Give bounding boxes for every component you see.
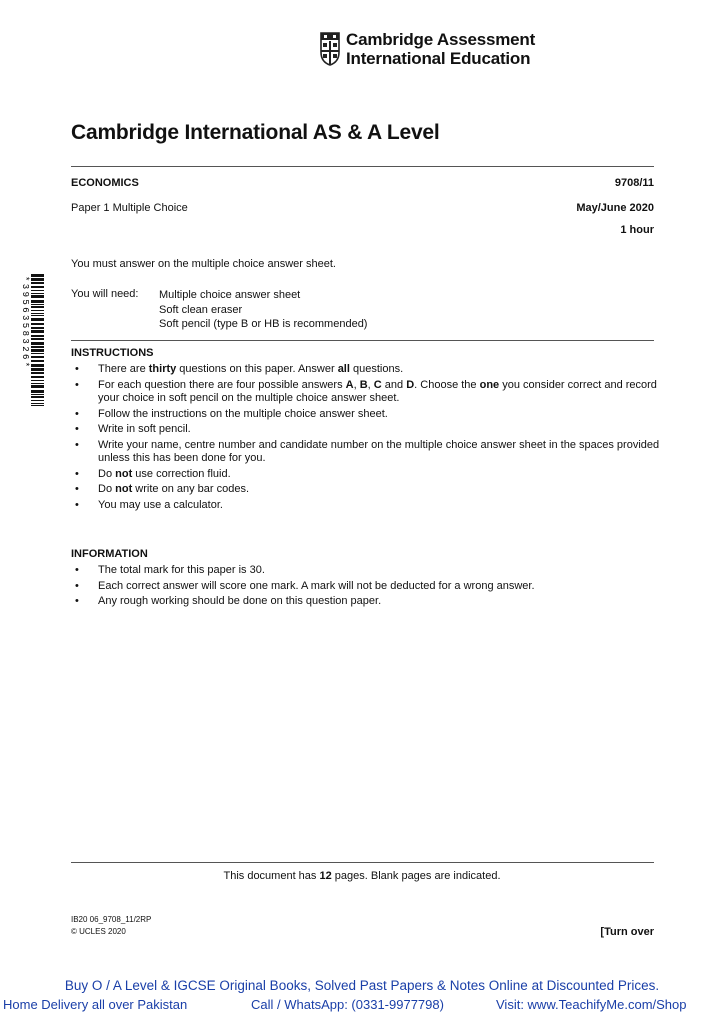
copyright-notice: © UCLES 2020 [71, 927, 126, 936]
materials-item: Multiple choice answer sheet [159, 289, 301, 301]
barcode-bar [31, 295, 44, 298]
information-item [71, 595, 661, 609]
page-count-number: 12 [319, 870, 332, 882]
barcode-bar [31, 360, 44, 362]
barcode-bar [31, 400, 44, 401]
instruction-item [71, 499, 661, 513]
instruction-text: Follow the instructions on the multiple choice answer sheet. [98, 407, 388, 420]
information-item [71, 580, 661, 594]
barcode-bar [31, 335, 44, 337]
barcode-bar [31, 278, 44, 281]
materials-item: Soft pencil (type B or HB is recommended) [159, 318, 368, 330]
promo-line-1: Buy O / A Level & IGCSE Original Books, Solved Past Papers & Notes Online at Discounted Prices. [64, 978, 660, 993]
instruction-text: all [337, 363, 350, 375]
candidate-barcode [21, 272, 45, 412]
materials-list [159, 288, 367, 332]
barcode-bar [31, 338, 44, 340]
instruction-item [71, 363, 661, 377]
page-title: Cambridge International AS & A Level [71, 121, 440, 144]
reference-code: IB20 06_9708_11/2RP [71, 915, 152, 924]
title-divider [71, 166, 654, 167]
page-count-note [0, 870, 724, 882]
instruction-item [71, 483, 661, 497]
barcode-graphic [21, 272, 45, 412]
information-item [71, 564, 661, 578]
instruction-text: A [345, 378, 354, 391]
barcode-bar [31, 372, 44, 374]
barcode-bar [31, 376, 44, 378]
promo-delivery: Home Delivery all over Pakistan [3, 997, 188, 1012]
promo-website[interactable]: Visit: www.TeachifyMe.com/Shop [496, 997, 687, 1012]
instruction-item [71, 468, 661, 482]
subject-label: ECONOMICS [71, 177, 139, 189]
barcode-bar [31, 403, 44, 404]
instruction-text: B [359, 378, 368, 391]
barcode-bar [31, 323, 44, 325]
barcode-bar [31, 383, 44, 384]
instruction-item [71, 379, 661, 406]
barcode-bar [31, 342, 44, 345]
instruction-text: Write in soft pencil. [98, 423, 191, 435]
bullet-icon: • [75, 423, 79, 435]
barcode-bar [31, 330, 44, 333]
barcode-bar [31, 286, 44, 288]
instruction-text: Do [98, 483, 116, 495]
instruction-text: Do [98, 467, 116, 480]
instruction-text: For each question there are four possible answers [98, 378, 346, 391]
barcode-bar [31, 353, 44, 354]
bullet-icon: • [75, 363, 79, 375]
barcode-bar [31, 385, 44, 388]
cambridge-shield-icon [320, 32, 340, 66]
barcode-bar [31, 290, 44, 291]
promo-contact: Call / WhatsApp: (0331-9977798) [251, 997, 444, 1012]
instruction-text: questions. [349, 363, 404, 375]
instruction-text: not [115, 483, 133, 495]
barcode-bar [31, 274, 44, 277]
bullet-icon: • [75, 498, 79, 511]
barcode-bar [31, 310, 44, 311]
page-count-text: This document has [223, 870, 320, 882]
instruction-item [71, 439, 661, 466]
instruction-text: use correction fluid. [132, 467, 231, 480]
barcode-bar [31, 394, 44, 395]
instruction-item [71, 423, 661, 437]
paper-code: 9708/11 [614, 177, 654, 189]
exam-duration: 1 hour [620, 224, 654, 236]
barcode-bar [31, 327, 44, 329]
instruction-text: Write your name, centre number and candidate number on the multiple choice answer sheet in the spaces provided unless this has been done for you. [98, 438, 660, 464]
instruction-text: not [115, 467, 133, 480]
footer-divider [71, 862, 654, 863]
instruction-text: you consider correct and record your choice in soft pencil on the multiple choice answer sheet. [98, 378, 657, 404]
barcode-bar [31, 306, 44, 308]
information-text: The total mark for this paper is 30. [98, 564, 265, 576]
barcode-bar [31, 364, 44, 367]
exam-session: May/June 2020 [576, 202, 654, 214]
answer-sheet-note: You must answer on the multiple choice answer sheet. [71, 258, 336, 270]
information-text: Each correct answer will score one mark. A mark will not be deducted for a wrong answer. [98, 579, 535, 592]
materials-label: You will need: [71, 288, 139, 300]
barcode-bar [31, 293, 44, 294]
instruction-text: C [373, 378, 382, 391]
barcode-bar [31, 390, 44, 393]
barcode-bar [31, 396, 44, 398]
logo [320, 30, 535, 68]
instruction-text: You may use a calculator. [98, 498, 223, 511]
barcode-bar [31, 313, 44, 314]
instruction-text: write on any bar codes. [132, 483, 250, 495]
barcode-bar [31, 356, 44, 358]
paper-name: Paper 1 Multiple Choice [71, 202, 188, 214]
barcode-bar [31, 368, 44, 371]
instruction-text: , [353, 378, 360, 391]
instruction-text: questions on this paper. Answer [176, 363, 338, 375]
page-count-text: pages. Blank pages are indicated. [331, 870, 501, 882]
instruction-text: There are [98, 363, 149, 375]
barcode-bar [31, 405, 44, 406]
barcode-bar [31, 300, 44, 303]
instruction-text: , [367, 378, 374, 391]
information-text: Any rough working should be done on this question paper. [98, 595, 382, 607]
barcode-bar [31, 315, 44, 316]
turn-over-label: [Turn over [600, 926, 654, 938]
bullet-icon: • [75, 378, 79, 391]
materials-item: Soft clean eraser [159, 303, 243, 316]
instruction-text: one [479, 378, 500, 391]
bullet-icon: • [75, 467, 79, 480]
instructions-list [71, 363, 661, 514]
instruction-text: D [406, 378, 415, 391]
logo-line-1: Cambridge Assessment [346, 30, 536, 49]
bullet-icon: • [75, 595, 79, 607]
barcode-bar [31, 304, 44, 305]
instruction-text: and [381, 378, 407, 391]
instruction-text: thirty [148, 363, 177, 375]
bullet-icon: • [75, 579, 79, 592]
barcode-bar [31, 282, 44, 284]
instruction-text: . Choose the [414, 378, 480, 391]
barcode-bar [31, 380, 44, 381]
bullet-icon: • [75, 438, 79, 451]
information-list [71, 564, 661, 611]
information-heading: INFORMATION [71, 548, 148, 560]
barcode-number: *3956358326* [21, 276, 30, 370]
instructions-divider [71, 340, 654, 341]
logo-line-2: International Education [346, 49, 531, 68]
document-reference [71, 914, 151, 938]
bullet-icon: • [75, 564, 79, 576]
bullet-icon: • [75, 483, 79, 495]
bullet-icon: • [75, 407, 79, 420]
barcode-bar [31, 318, 44, 321]
instructions-heading: INSTRUCTIONS [71, 347, 154, 359]
barcode-bar [31, 346, 44, 348]
barcode-bar [31, 349, 44, 352]
instruction-item [71, 408, 661, 422]
